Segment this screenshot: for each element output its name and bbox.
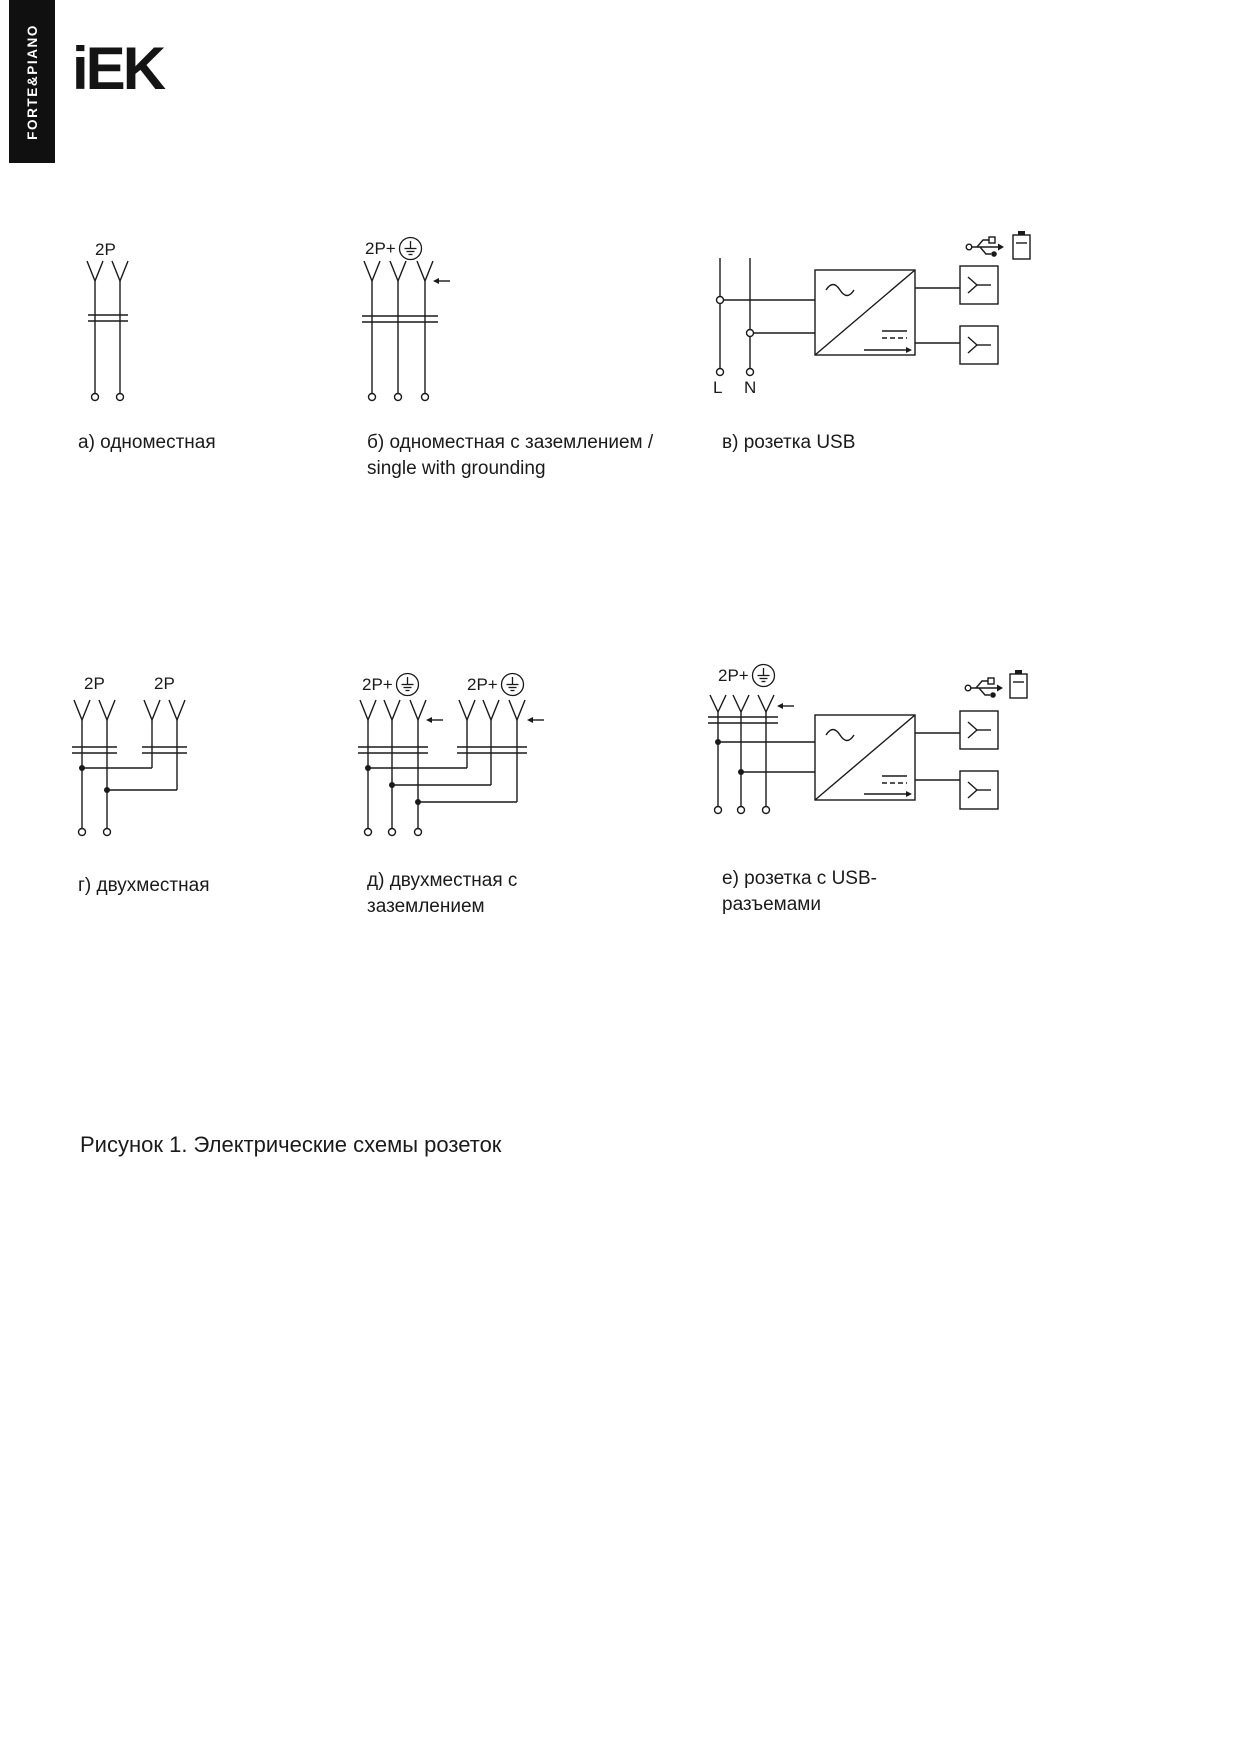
pin-label-a	[95, 240, 116, 260]
pin-label-g2-text: 2P	[154, 674, 175, 693]
pin-label-g2	[154, 674, 175, 694]
acdc-converter-block	[815, 270, 915, 355]
usb-port-bottom	[960, 771, 998, 809]
acdc-converter-block	[815, 715, 915, 800]
pin-label-e-text: 2P+	[718, 665, 749, 685]
usb-port-top	[960, 266, 998, 304]
figure-caption: Рисунок 1. Электрические схемы розеток	[80, 1132, 502, 1157]
iek-logo: iEK	[72, 35, 164, 102]
usb-icon	[966, 237, 1004, 257]
double-socket-diagram	[70, 697, 200, 842]
neutral-label: N	[744, 378, 757, 397]
pin-label-a-text: 2P	[95, 240, 116, 259]
caption-g: г) двухместная	[78, 875, 210, 896]
usb-port-top	[960, 711, 998, 749]
ground-icon	[395, 672, 420, 697]
battery-icon	[1010, 670, 1027, 698]
pin-label-d1	[362, 672, 420, 697]
caption-c: в) розетка USB	[722, 432, 856, 453]
brand-bar	[9, 0, 55, 163]
battery-icon	[1013, 231, 1030, 259]
caption-b: б) одноместная с заземлением / single with grounding	[367, 432, 654, 479]
single-socket-diagram	[85, 258, 145, 408]
caption-a: а) одноместная	[78, 432, 216, 453]
caption-e: е) розетка с USB-разъемами	[722, 868, 877, 915]
single-grounded-socket-diagram	[360, 258, 455, 408]
brand-bar-label: FORTE&PIANO	[24, 23, 40, 140]
grounded-usb-socket-diagram	[706, 660, 1036, 830]
pin-label-d1-text: 2P+	[362, 674, 393, 694]
pin-label-d2	[467, 672, 525, 697]
ground-icon	[500, 672, 525, 697]
usb-socket-diagram	[710, 228, 1040, 408]
pin-label-d2-text: 2P+	[467, 674, 498, 694]
caption-d: д) двухместная с заземлением	[367, 870, 518, 917]
usb-port-bottom	[960, 326, 998, 364]
double-grounded-socket-diagram	[355, 697, 547, 842]
pin-label-g1	[84, 674, 105, 694]
pin-label-b-text: 2P+	[365, 238, 396, 258]
pin-label-g1-text: 2P	[84, 674, 105, 693]
phase-label: L	[713, 378, 723, 397]
usb-icon	[965, 678, 1003, 698]
